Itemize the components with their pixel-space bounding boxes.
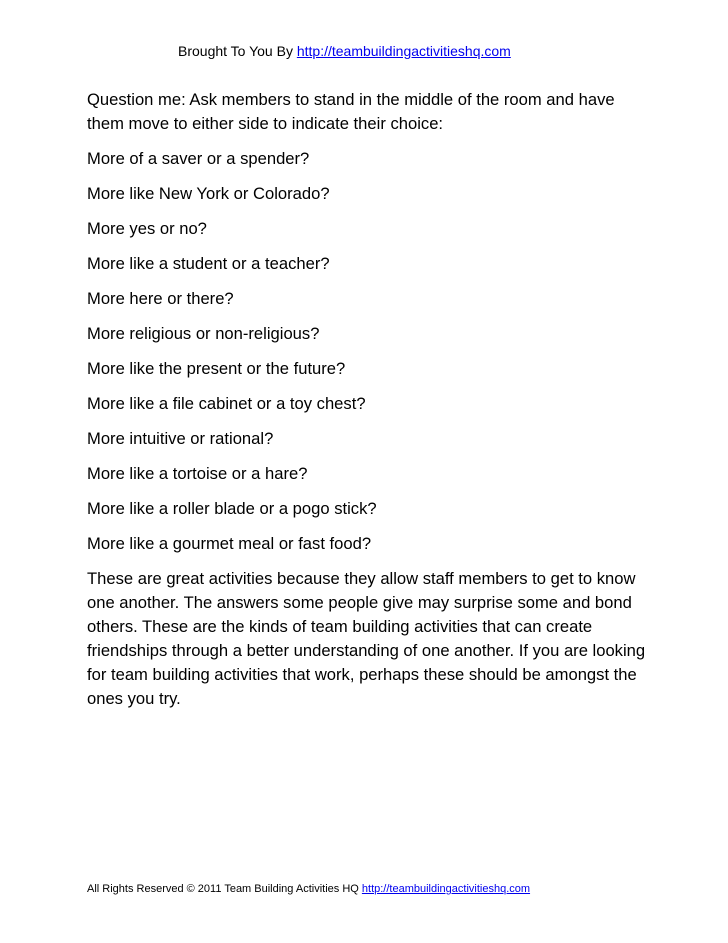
question-item: More religious or non-religious? [87, 324, 320, 343]
page-footer [87, 883, 530, 895]
intro-paragraph: Question me: Ask members to stand in the middle of the room and have them move to either side to indicate their choice: [87, 90, 615, 133]
question-item: More like a student or a teacher? [87, 254, 330, 273]
header-text: Brought To You By [178, 43, 297, 59]
header-link[interactable]: http://teambuildingactivitieshq.com [296, 43, 511, 59]
question-item: More of a saver or a spender? [87, 149, 310, 168]
question-item: More like a gourmet meal or fast food? [87, 534, 372, 553]
footer-link[interactable]: http://teambuildingactivitieshq.com [361, 883, 531, 895]
page-header [178, 43, 511, 59]
question-item: More here or there? [87, 289, 234, 308]
question-item: More like a file cabinet or a toy chest? [87, 394, 366, 413]
question-item: More like a roller blade or a pogo stick? [87, 499, 377, 518]
closing-paragraph: These are great activities because they allow staff members to get to know one another. The answers some people give may surprise some and bond others. These are the kinds of team building activities that can create friendships through a better understanding of one another. If you are looking for team building activities that work, perhaps these should be amongst the ones you try. [87, 569, 646, 708]
footer-copyright: All Rights Reserved © 2011 Team Building Activities HQ [87, 883, 362, 895]
document-body [87, 88, 647, 711]
question-item: More like the present or the future? [87, 359, 346, 378]
question-item: More yes or no? [87, 219, 207, 238]
question-item: More like a tortoise or a hare? [87, 464, 308, 483]
question-item: More intuitive or rational? [87, 429, 274, 448]
question-item: More like New York or Colorado? [87, 184, 330, 203]
